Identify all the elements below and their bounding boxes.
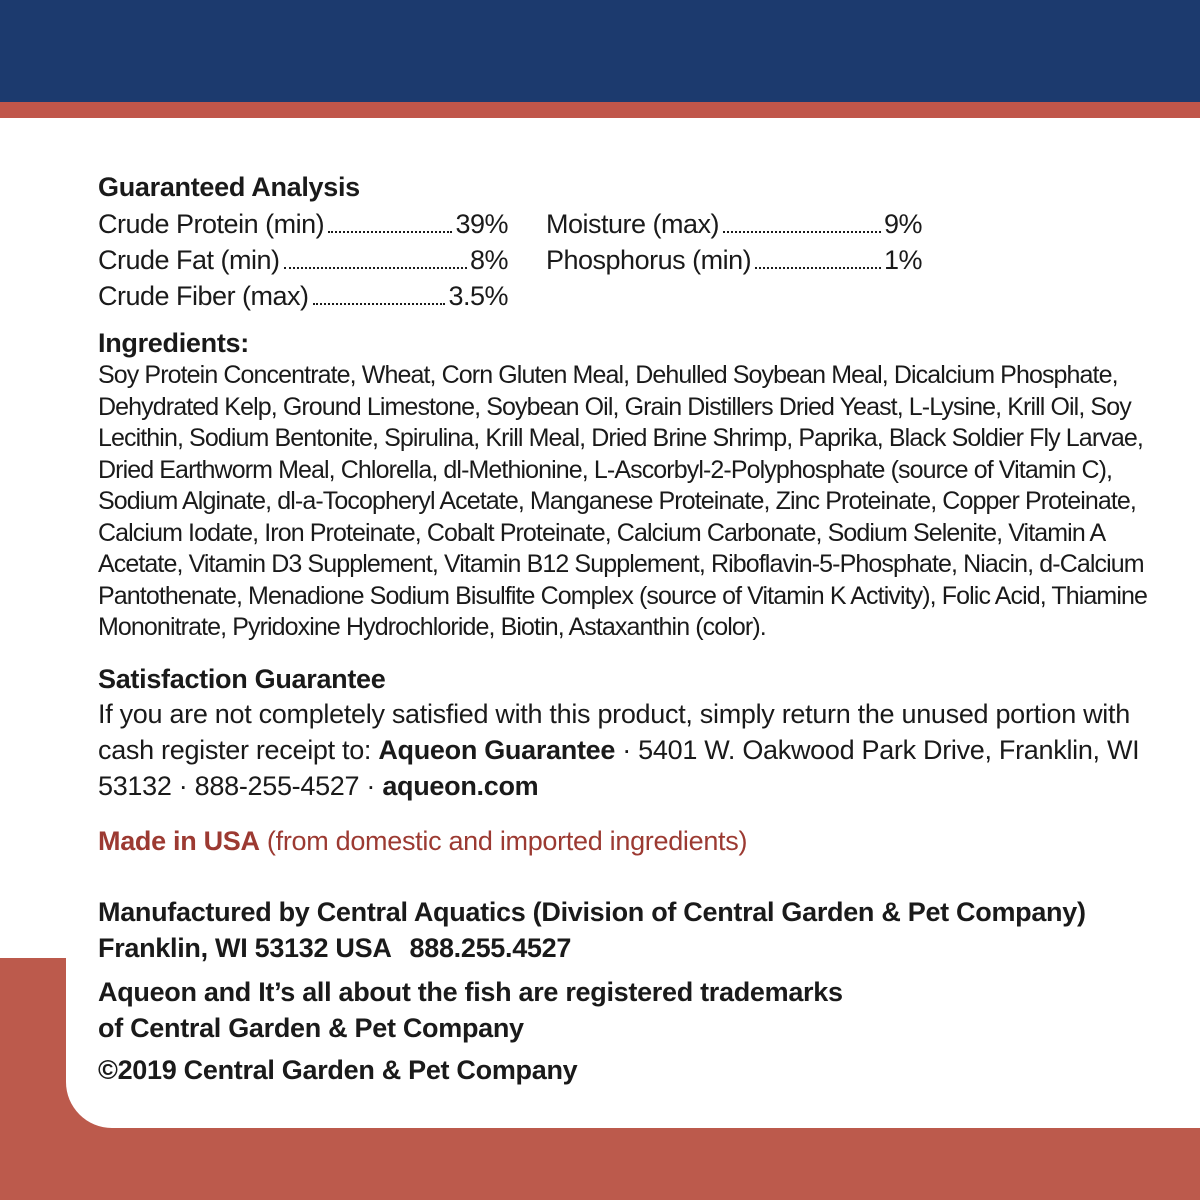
dot-leader (328, 231, 452, 233)
origin-statement (98, 824, 1183, 858)
website-link[interactable]: aqueon.com (382, 770, 539, 801)
analysis-label: Moisture (max) (546, 209, 720, 239)
origin-label: Made in USA (98, 825, 260, 856)
copyright-notice: ©2019 Central Garden & Pet Company (98, 1054, 578, 1085)
trademark-line: Aqueon and It’s all about the fish are registered trademarks (98, 976, 843, 1007)
analysis-row (546, 242, 922, 278)
guarantee-heading: Satisfaction Guarantee (98, 663, 386, 694)
analysis-row (98, 206, 508, 242)
manufacturer-city: Franklin, WI 53132 (98, 932, 329, 963)
dot-leader (284, 267, 467, 269)
analysis-value: 8% (469, 245, 508, 275)
dot-leader (755, 267, 881, 269)
analysis-row (546, 206, 922, 242)
top-red-stripe (0, 102, 1200, 118)
manufacturer-country: USA (335, 932, 392, 963)
analysis-left-column (98, 206, 508, 314)
analysis-label: Crude Fiber (max) (98, 281, 309, 311)
analysis-label: Crude Fat (min) (98, 245, 280, 275)
dot-leader (313, 303, 446, 305)
analysis-value: 39% (455, 209, 508, 239)
guarantee-text (98, 696, 1173, 804)
guarantee-intro: If you are not completely satisfied with this product, simply return the unused portion with cash register receipt to: (98, 698, 1130, 765)
analysis-row (98, 242, 508, 278)
trademark-notice (98, 974, 1183, 1046)
analysis-row (98, 278, 508, 314)
label-content (98, 170, 1183, 1088)
manufacturer-line: Manufactured by Central Aquatics (Division of Central Garden & Pet Company) (98, 896, 1086, 927)
top-navy-band (0, 0, 1200, 102)
analysis-heading: Guaranteed Analysis (98, 172, 360, 202)
manufacturer-block (98, 894, 1183, 966)
analysis-right-column (546, 206, 922, 314)
ingredients-heading: Ingredients: (98, 328, 249, 358)
dot-leader (723, 231, 881, 233)
analysis-value: 9% (883, 209, 922, 239)
analysis-label: Phosphorus (min) (546, 245, 752, 275)
origin-note: (from domestic and imported ingredients) (259, 825, 748, 856)
guarantee-address: · 5401 W. Oakwood Park Drive, Franklin, WI 53132 · 888-255-4527 · (98, 734, 1140, 801)
manufacturer-phone: 888.255.4527 (409, 932, 572, 963)
ingredients-list: Soy Protein Concentrate, Wheat, Corn Gluten Meal, Dehulled Soybean Meal, Dicalcium Phosphate, Dehydrated Kelp, Ground Limestone, Soybean Oil, Grain Distillers Dried Yeast, L-Lysine, Krill Oil, Soy Lecithin, Sodium Bentonite, Spirulina, Krill Meal, Dried Brine Shrimp, Paprika, Black Soldier Fly Larvae, Dried Earthworm Meal, Chlorella, dl-Methionine, L-Ascorbyl-2-Polyphosphate (source of Vitamin C), Sodium Alginate, dl-a-Tocopheryl Acetate, Manganese Proteinate, Zinc Proteinate, Copper Proteinate, Calcium Iodate, Iron Proteinate, Cobalt Proteinate, Calcium Carbonate, Sodium Selenite, Vitamin A Acetate, Vitamin D3 Supplement, Vitamin B12 Supplement, Riboflavin-5-Phosphate, Niacin, d-Calcium Pantothenate, Menadione Sodium Bisulfite Complex (source of Vitamin K Activity), Folic Acid, Thiamine Mononitrate, Pyridoxine Hydrochloride, Biotin, Astaxanthin (color). (98, 361, 1148, 641)
analysis-value: 3.5% (448, 281, 508, 311)
trademark-line: of Central Garden & Pet Company (98, 1012, 524, 1043)
analysis-value: 1% (883, 245, 922, 275)
guarantee-company: Aqueon Guarantee (378, 734, 616, 765)
analysis-label: Crude Protein (min) (98, 209, 325, 239)
manufacturer-address (98, 930, 1183, 966)
analysis-table (98, 206, 1183, 314)
